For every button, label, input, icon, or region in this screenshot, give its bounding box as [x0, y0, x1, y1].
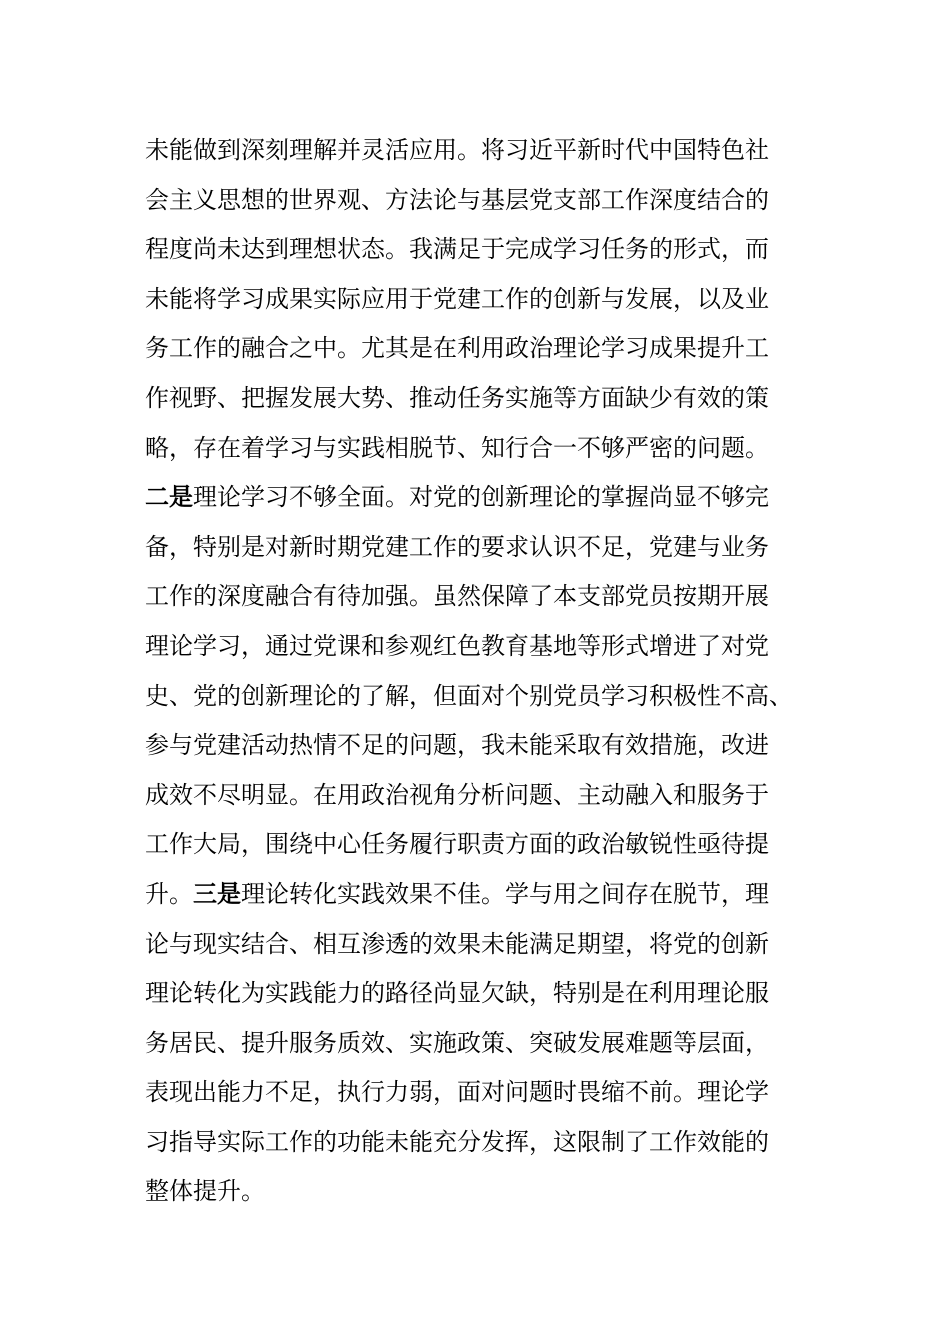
text-line: 略，存在着学习与实践相脱节、知行合一不够严密的问题。 [145, 433, 769, 462]
text-line: 程度尚未达到理想状态。我满足于完成学习任务的形式，而 [145, 235, 769, 264]
text-line: 会主义思想的世界观、方法论与基层党支部工作深度结合的 [145, 185, 769, 214]
text-segment: 理论转化实践效果不佳。学与用之间存在脱节，理 [241, 879, 769, 908]
text-line: 未能做到深刻理解并灵活应用。将习近平新时代中国特色社 [145, 136, 769, 164]
body-text [145, 126, 805, 1217]
text-line: 参与党建活动热情不足的问题，我未能采取有效措施，改进 [145, 731, 769, 760]
point-label-three: 三是 [193, 879, 241, 908]
text-line: 未能将学习成果实际应用于党建工作的创新与发展，以及业 [145, 284, 769, 313]
text-line: 工作的深度融合有待加强。虽然保障了本支部党员按期开展 [145, 582, 769, 611]
text-line: 理论转化为实践能力的路径尚显欠缺，特别是在利用理论服 [145, 979, 769, 1008]
text-line: 理论学习，通过党课和参观红色教育基地等形式增进了对党 [145, 631, 769, 660]
text-segment: 理论学习不够全面。对党的创新理论的掌握尚显不够完 [193, 483, 769, 512]
text-line: 整体提升。 [145, 1177, 265, 1206]
text-line: 成效不尽明显。在用政治视角分析问题、主动融入和服务于 [145, 780, 769, 809]
text-line: 论与现实结合、相互渗透的效果未能满足期望，将党的创新 [145, 929, 769, 958]
text-line: 表现出能力不足，执行力弱，面对问题时畏缩不前。理论学 [145, 1078, 769, 1107]
text-line: 工作大局，围绕中心任务履行职责方面的政治敏锐性亟待提 [145, 830, 769, 859]
text-line [145, 870, 805, 920]
point-label-two: 二是 [145, 483, 193, 512]
text-segment: 升。 [145, 879, 193, 908]
text-line: 备，特别是对新时期党建工作的要求认识不足，党建与业务 [145, 532, 769, 561]
text-line: 习指导实际工作的功能未能充分发挥，这限制了工作效能的 [145, 1127, 769, 1156]
text-line: 务居民、提升服务质效、实施政策、突破发展难题等层面， [145, 1028, 769, 1057]
text-line: 务工作的融合之中。尤其是在利用政治理论学习成果提升工 [145, 334, 769, 363]
text-line: 史、党的创新理论的了解，但面对个别党员学习积极性不高、 [145, 681, 793, 710]
text-line [145, 473, 805, 523]
text-line: 作视野、把握发展大势、推动任务实施等方面缺少有效的策 [145, 383, 769, 412]
